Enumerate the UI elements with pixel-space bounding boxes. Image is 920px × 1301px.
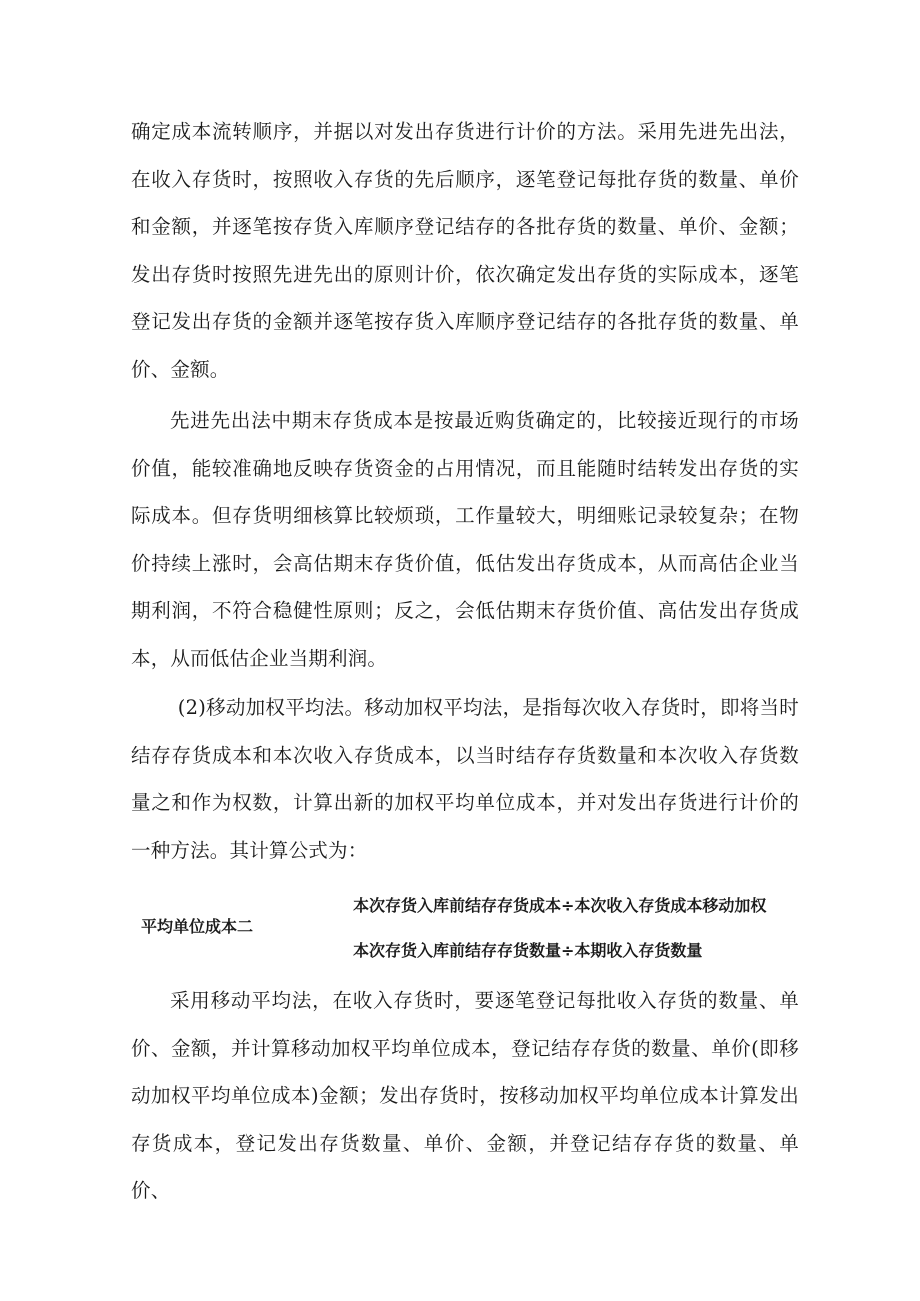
formula-left-side: 平均单位成本二	[141, 917, 254, 936]
paragraph-fifo-evaluation: 先进先出法中期末存货成本是按最近购货确定的，比较接近现行的市场价值，能较准确地反映存货资金的占用情况，而且能随时结转发出存货的实际成本。但存货明细核算比较烦琐，工作量较大，明细账记录较复杂；在物价持续上涨时，会高估期末存货价值，低估发出存货成本，从而高估企业当期利润，不符合稳健性原则；反之，会低估期末存货价值、高估发出存货成本，从而低估企业当期利润。	[131, 409, 799, 670]
paragraph-moving-average-procedure: 采用移动平均法，在收入存货时，要逐笔登记每批收入存货的数量、单价、金额，并计算移动加权平均单位成本，登记结存存货的数量、单价(即移动加权平均单位成本)金额；发出存货时，按移动加权平均单位成本计算发出存货成本，登记发出存货数量、单价、金额，并登记结存存货的数量、单价、	[131, 989, 799, 1202]
formula-denominator: 本次存货入库前结存存货数量÷本期收入存货数量	[353, 941, 703, 960]
paragraph-fifo-method: 确定成本流转顺序，并据以对发出存货进行计价的方法。采用先进先出法，在收入存货时，按照收入存货的先后顺序，逐笔登记每批存货的数量、单价和金额，并逐笔按存货入库顺序登记结存的各批存货的数量、单价、金额；发出存货时按照先进先出的原则计价，依次确定发出存货的实际成本，逐笔登记发出存货的金额并逐笔按存货入库顺序登记结存的各批存货的数量、单价、金额。	[131, 120, 799, 381]
paragraph-moving-average-definition: (2)移动加权平均法。移动加权平均法，是指每次收入存货时，即将当时结存存货成本和本次收入存货成本，以当时结存存货数量和本次收入存货数量之和作为权数，计算出新的加权平均单位成本，并对发出存货进行计价的一种方法。其计算公式为：	[131, 696, 799, 862]
formula-numerator: 本次存货入库前结存存货成本÷本次收入存货成本移动加权	[353, 896, 767, 915]
